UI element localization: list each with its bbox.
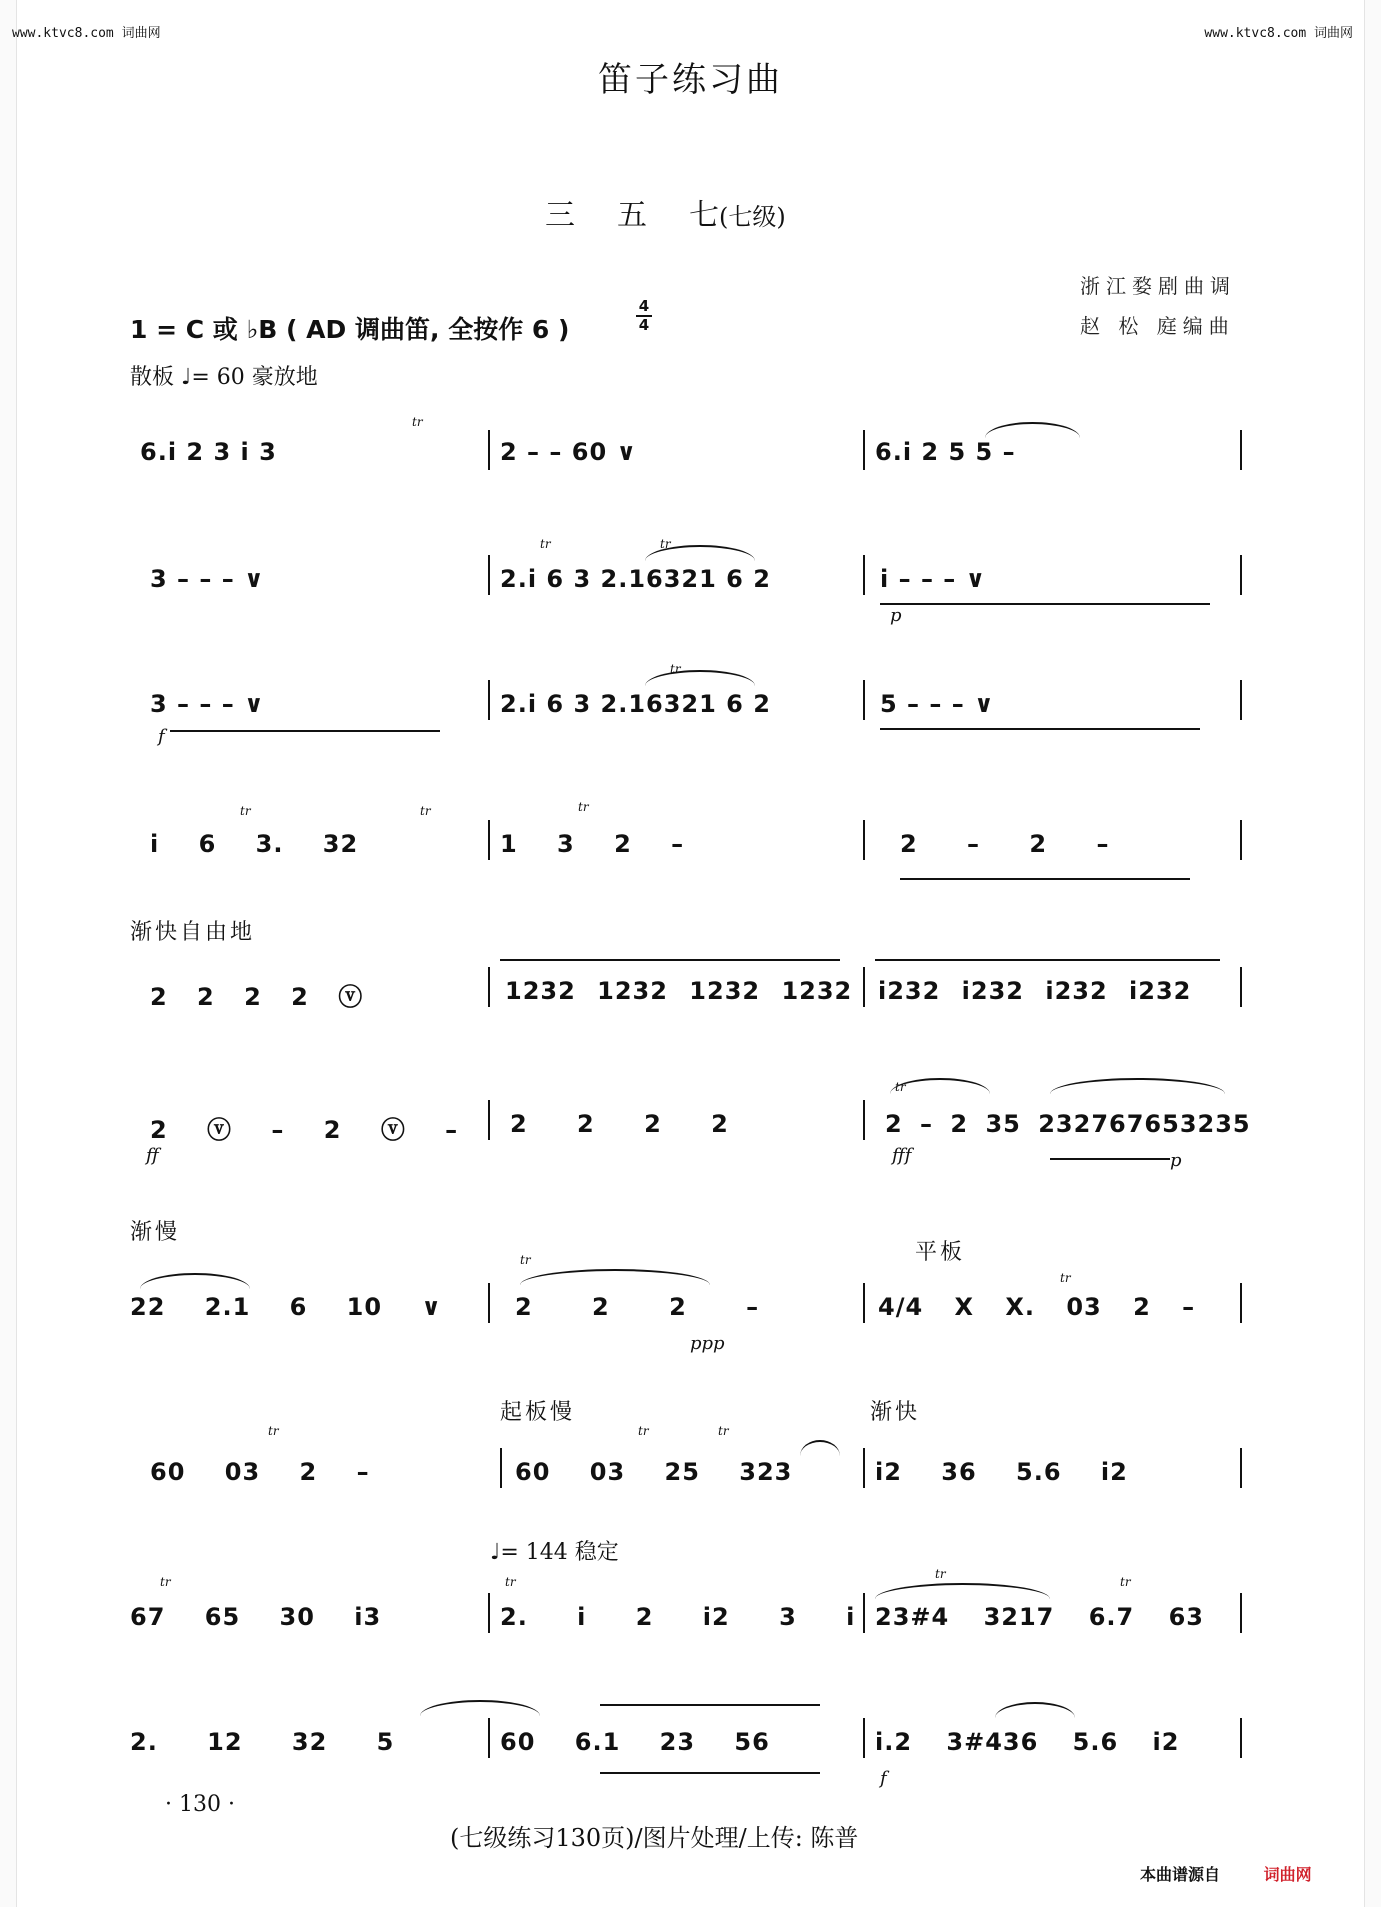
barline bbox=[863, 430, 865, 470]
tempo-change: ♩= 144 稳定 bbox=[490, 1540, 619, 1565]
measure: 2 2 2 2 ⓥ bbox=[150, 983, 364, 1011]
system-3 bbox=[0, 662, 1381, 750]
barline bbox=[863, 820, 865, 860]
system-1 bbox=[0, 415, 1381, 490]
slur bbox=[1050, 1078, 1225, 1094]
bracket-line bbox=[875, 959, 1220, 961]
credit-origin: 浙江婺剧曲调 bbox=[1080, 274, 1236, 298]
slur bbox=[800, 1440, 840, 1456]
source-credit bbox=[1140, 1862, 1312, 1885]
dynamics-hairpin bbox=[1050, 1158, 1170, 1160]
measure: 60 6.1 23 56 bbox=[500, 1728, 770, 1756]
measure: 2 – – 60 ∨ bbox=[500, 438, 638, 466]
trill-mark: tr bbox=[412, 415, 423, 429]
system-9 bbox=[0, 1567, 1381, 1655]
dynamic-mark: p bbox=[890, 605, 902, 626]
dynamic-ppp: ppp bbox=[690, 1333, 725, 1354]
measure: 2.i 6 3 2.16321 6 2 bbox=[500, 565, 771, 593]
piece-title-word-2: 五 bbox=[617, 198, 647, 233]
barline bbox=[863, 680, 865, 720]
dynamic-fff: fff bbox=[892, 1145, 912, 1166]
measure: 6.i 2 3 i 3 bbox=[140, 438, 277, 466]
dynamics-hairpin bbox=[880, 728, 1200, 730]
direction-text: 起板慢 bbox=[500, 1400, 576, 1425]
measure: 23#4 3217 6.7 63 bbox=[875, 1603, 1204, 1631]
barline bbox=[863, 555, 865, 595]
system-5 bbox=[0, 955, 1381, 1035]
trill-mark: tr bbox=[505, 1575, 516, 1589]
system-2 bbox=[0, 537, 1381, 626]
barline bbox=[500, 1448, 502, 1488]
piece-title bbox=[545, 190, 786, 234]
direction-text-2: 平板 bbox=[915, 1240, 966, 1265]
measure: i 6 3. 32 bbox=[150, 830, 359, 858]
measure: 22 2.1 6 10 ∨ bbox=[130, 1293, 442, 1321]
measure: 2. i 2 i2 3 i bbox=[500, 1603, 856, 1631]
system-7 bbox=[0, 1253, 1381, 1354]
trill-mark: tr bbox=[670, 662, 681, 676]
credit-arranger: 赵 松 庭编曲 bbox=[1080, 314, 1235, 338]
piece-level: (七级) bbox=[719, 203, 786, 231]
measure: 3 – – – ∨ bbox=[150, 690, 265, 718]
meter-top: 4 bbox=[638, 297, 650, 315]
measure: i – – – ∨ bbox=[880, 565, 987, 593]
bracket-line bbox=[500, 959, 840, 961]
source-label: 本曲谱源自 bbox=[1140, 1865, 1221, 1884]
slur bbox=[995, 1702, 1075, 1718]
measure: 2 ⓥ – 2 ⓥ – bbox=[150, 1116, 459, 1144]
piece-title-word-3: 七 bbox=[689, 198, 719, 233]
slur bbox=[985, 422, 1080, 438]
barline bbox=[863, 1100, 865, 1140]
trill-mark: tr bbox=[268, 1424, 279, 1438]
slur bbox=[875, 1583, 1050, 1599]
time-signature bbox=[636, 299, 652, 333]
trill-mark: tr bbox=[935, 1567, 946, 1581]
key-signature: 1 = C 或 ♭B ( AD 调曲笛, 全按作 6 ) bbox=[130, 315, 570, 344]
barline bbox=[488, 820, 490, 860]
system-6 bbox=[0, 1080, 1381, 1170]
trill-mark: tr bbox=[1060, 1271, 1071, 1285]
dynamic-ff: ff bbox=[146, 1145, 159, 1166]
barline bbox=[488, 555, 490, 595]
trill-mark: tr bbox=[160, 1575, 171, 1589]
slur bbox=[520, 1269, 710, 1285]
bracket-line bbox=[600, 1704, 820, 1706]
page-caption: (七级练习130页)/图片处理/上传: 陈普 bbox=[450, 1824, 859, 1852]
dynamic-p: p bbox=[1170, 1150, 1182, 1171]
barline bbox=[1240, 820, 1242, 860]
barline bbox=[863, 1593, 865, 1633]
system-8 bbox=[0, 1424, 1381, 1510]
tempo-marking: 散板 ♩= 60 豪放地 bbox=[130, 365, 318, 390]
source-site-link[interactable]: 词曲网 bbox=[1263, 1865, 1312, 1884]
dynamic-mark: f bbox=[158, 726, 165, 747]
slur bbox=[140, 1273, 250, 1289]
measure: 2 2 2 2 bbox=[510, 1110, 729, 1138]
dynamics-hairpin bbox=[600, 1772, 820, 1774]
watermark-left: www.ktvc8.com 词曲网 bbox=[12, 26, 161, 41]
barline bbox=[863, 1448, 865, 1488]
barline bbox=[863, 967, 865, 1007]
trill-mark: tr bbox=[895, 1080, 906, 1094]
trill-mark: tr bbox=[578, 800, 589, 814]
slur bbox=[645, 670, 755, 686]
piece-title-word-1: 三 bbox=[545, 198, 575, 233]
barline bbox=[1240, 1718, 1242, 1758]
measure: 60 03 2 – bbox=[150, 1458, 370, 1486]
barline bbox=[863, 1283, 865, 1323]
page-number: · 130 · bbox=[165, 1792, 235, 1817]
barline bbox=[1240, 555, 1242, 595]
barline bbox=[863, 1718, 865, 1758]
measure: 2 – 2 35 232767653235 bbox=[885, 1110, 1251, 1138]
barline bbox=[1240, 1283, 1242, 1323]
measure: 2.i 6 3 2.16321 6 2 bbox=[500, 690, 771, 718]
measure: 60 03 25 323 bbox=[515, 1458, 793, 1486]
trill-mark: tr bbox=[520, 1253, 531, 1267]
measure: 6.i 2 5 5 – bbox=[875, 438, 1016, 466]
measure: 1 3 2 – bbox=[500, 830, 685, 858]
trill-mark: tr bbox=[1120, 1575, 1131, 1589]
measure: 3 – – – ∨ bbox=[150, 565, 265, 593]
trill-mark: tr bbox=[660, 537, 671, 551]
page-title: 笛子练习曲 bbox=[598, 60, 783, 100]
dynamic-f: f bbox=[880, 1768, 887, 1789]
slur bbox=[420, 1700, 540, 1716]
barline bbox=[488, 680, 490, 720]
measure: i.2 3#436 5.6 i2 bbox=[875, 1728, 1180, 1756]
barline bbox=[488, 1283, 490, 1323]
measure: 4/4 X X. 03 2 – bbox=[878, 1293, 1196, 1321]
trill-mark: tr bbox=[638, 1424, 649, 1438]
direction-text-2: 渐快 bbox=[870, 1400, 921, 1425]
direction-text: 渐慢 bbox=[130, 1220, 181, 1245]
system-4 bbox=[0, 800, 1381, 880]
meter-bottom: 4 bbox=[638, 316, 650, 334]
barline bbox=[488, 967, 490, 1007]
barline bbox=[488, 1718, 490, 1758]
barline bbox=[1240, 1448, 1242, 1488]
barline bbox=[1240, 430, 1242, 470]
trill-mark: tr bbox=[420, 804, 431, 818]
direction-text: 渐快自由地 bbox=[130, 920, 256, 945]
measure: 2. 12 32 5 bbox=[130, 1728, 395, 1756]
trill-mark: tr bbox=[718, 1424, 729, 1438]
dynamics-hairpin bbox=[880, 603, 1210, 605]
measure: 5 – – – ∨ bbox=[880, 690, 995, 718]
dynamics-hairpin bbox=[170, 730, 440, 732]
trill-mark: tr bbox=[240, 804, 251, 818]
barline bbox=[488, 1100, 490, 1140]
barline bbox=[488, 1593, 490, 1633]
measure: 1232 1232 1232 1232 bbox=[505, 977, 853, 1005]
measure: 2 – 2 – bbox=[900, 830, 1110, 858]
system-10 bbox=[0, 1700, 1381, 1789]
measure: 2 2 2 – bbox=[515, 1293, 760, 1321]
barline bbox=[1240, 1593, 1242, 1633]
measure: i2 36 5.6 i2 bbox=[875, 1458, 1128, 1486]
barline bbox=[488, 430, 490, 470]
barline bbox=[1240, 680, 1242, 720]
trill-mark: tr bbox=[540, 537, 551, 551]
dynamics-hairpin bbox=[900, 878, 1190, 880]
measure: i232 i232 i232 i232 bbox=[878, 977, 1192, 1005]
watermark-right: www.ktvc8.com 词曲网 bbox=[1204, 26, 1353, 41]
barline bbox=[1240, 967, 1242, 1007]
measure: 67 65 30 i3 bbox=[130, 1603, 382, 1631]
